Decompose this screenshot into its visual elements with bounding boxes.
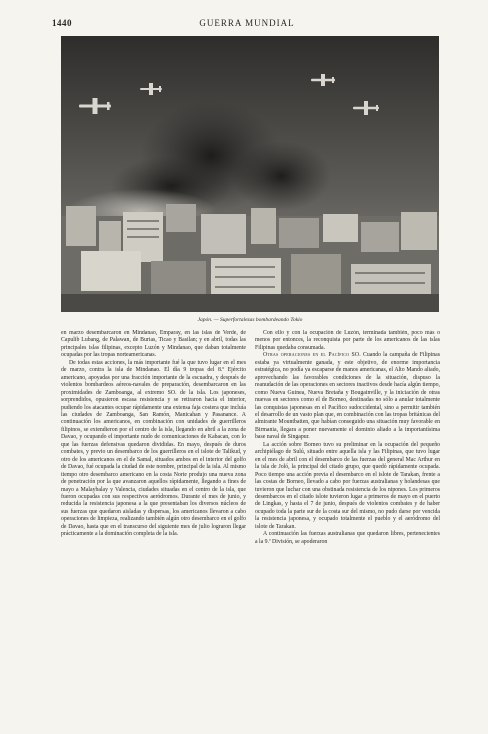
paragraph: A continuación las fuerzas australianas que quedaron libres, pertenecientes a la 9.ª División, se apoderaron xyxy=(255,531,440,545)
photo-caption: Japón. — Superfortalezas bombardeando Tokio xyxy=(197,317,303,323)
paragraph-with-heading xyxy=(255,352,440,441)
text-column-left xyxy=(61,330,246,700)
photo-image xyxy=(61,36,439,312)
paragraph: La acción sobre Borneo tuvo su preliminar en la ocupación del pequeño archipiélago de Sulú, situado entre aquella isla y las Filipinas, que tuvo lugar en el mes de abril con el desembarco de las fuerzas del general Mac Arthur en la isla de Joló, la principal del citado grupo, que quedó rápidamente ocupada. Poco tiempo una acción previa el desembarco en el islote de Tarakan, frente a las costas de Borneo, llevado a cabo por fuerzas australianas y holandesas que tuvieron que luchar con una obstinada resistencia de los nipones. Los primeros desembarcos en el citado islote tuvieron lugar a primeros de mayo en el puerto de Lingkas, y hasta el 7 de junio, después de violentos combates y de haber ocupado toda la parte sur de la costa sur del mismo, no pudo darse por vencida la resistencia japonesa, y ocupado totalmente el pueblo y el aeródromo del islote de Tarakan. xyxy=(255,441,440,530)
paragraph-text: Cuando la campaña de Filipinas estaba ya virtualmente ganada, y este objetivo, de enorme importancia estratégica, no podía ya escaparse de manos americanas, el Alto Mando aliado, aprovechando las favorables condiciones de la situación, dispuso la reanudación de las operaciones en sectores inactivos desde hacía algún tiempo, como Nueva Guinea, Nueva Bretaña y Bougainville, y la iniciación de otras nuevas en sectores como el de Borneo, destinadas no sólo a anular totalmente las conquistas japonesas en el Pacífico sudoccidental, sino a permitir también el desarrollo de un vasto plan que, en combinación con las tropas británicas del almirante Mountbatten, que habían conseguido una situación muy favorable en Birmania, llegara a poner nuevamente el dominio aliado a la importantísima base naval de Singapur. xyxy=(255,352,440,441)
page-header xyxy=(52,18,442,32)
section-heading: Otras operaciones en el Pacífico SO. xyxy=(263,352,361,359)
war-photograph xyxy=(61,36,439,312)
page-number: 1440 xyxy=(52,18,72,28)
text-column-right xyxy=(255,330,440,700)
paragraph: en marzo desembarcaron en Mindanao, Emparay, en las islas de Verde, de Capulib Lubang, de Palawan, de Burias, Ticao y Basilan; y en abril, todas las principales islas filipinas, excepto Luzón y Mindanao, que daban totalmente ocupadas por las tropas norteamericanas. xyxy=(61,330,246,359)
paragraph: De todas estas acciones, la más importante fué la que tuvo lugar en el mes de marzo, contra la isla de Mindanao. El día 9 tropas del 8.º Ejército americano, apoyadas por una fracción importante de la escuadra, y después de violentos bombardeos aéreos-navales de preparación, desembarcaron en las proximidades de Zamboanga, al extremo SO. de la isla. Los japoneses, sorprendidos, opusieron escasa resistencia y se retiraron hacia el interior, pudiendo los atacantes ocupar rápidamente una extensa faja costera que incluía las ciudades de Zamboanga, San Ramón, Manicahan y Pasanance. A continuación los americanos, en combinación con unidades de guerrilleros filipinos, se extendieron por el centro de la isla, llegando en abril a la zona de Davao, y ocupando el importante nudo de comunicaciones de Kabacan, con lo que las fuerzas defensivas quedaron divididas. En mayo, después de duros combates, y previo un desembarco de los guerrilleros en el islote de Talikud, y otro de los americanos en el de Samal, situados ambos en el interior del golfo de Davao, fué ocupada la ciudad de este nombre, principal de la isla. Al mismo tiempo otro desembarco americano en la costa Norte produjo una nueva zona de penetración por la que avanzaron aquellos rápidamente, llegando a fines de mayo a Malaybalay y Valencia, ciudades situadas en el centro de la isla, que fueron ocupadas con sus respectivos aeródromos. Durante el mes de junio, y reducida la resistencia japonesa a la que presentaban los diversos núcleos de sus fuerzas que quedaron aisladas y dispersas, los americanos llevaron a cabo operaciones de limpieza, realizando también algún otro desembarco en el golfo de Davao, hasta que en el transcurso del siguiente mes de julio lograron llegar prácticamente a la dominación completa de la isla. xyxy=(61,359,246,538)
paragraph: Con ello y con la ocupación de Luzón, terminada también, poco más o menos por entonces, la reconquista por parte de los americanos de las islas Filipinas quedaba consumada. xyxy=(255,330,440,351)
running-title: GUERRA MUNDIAL xyxy=(199,18,295,28)
